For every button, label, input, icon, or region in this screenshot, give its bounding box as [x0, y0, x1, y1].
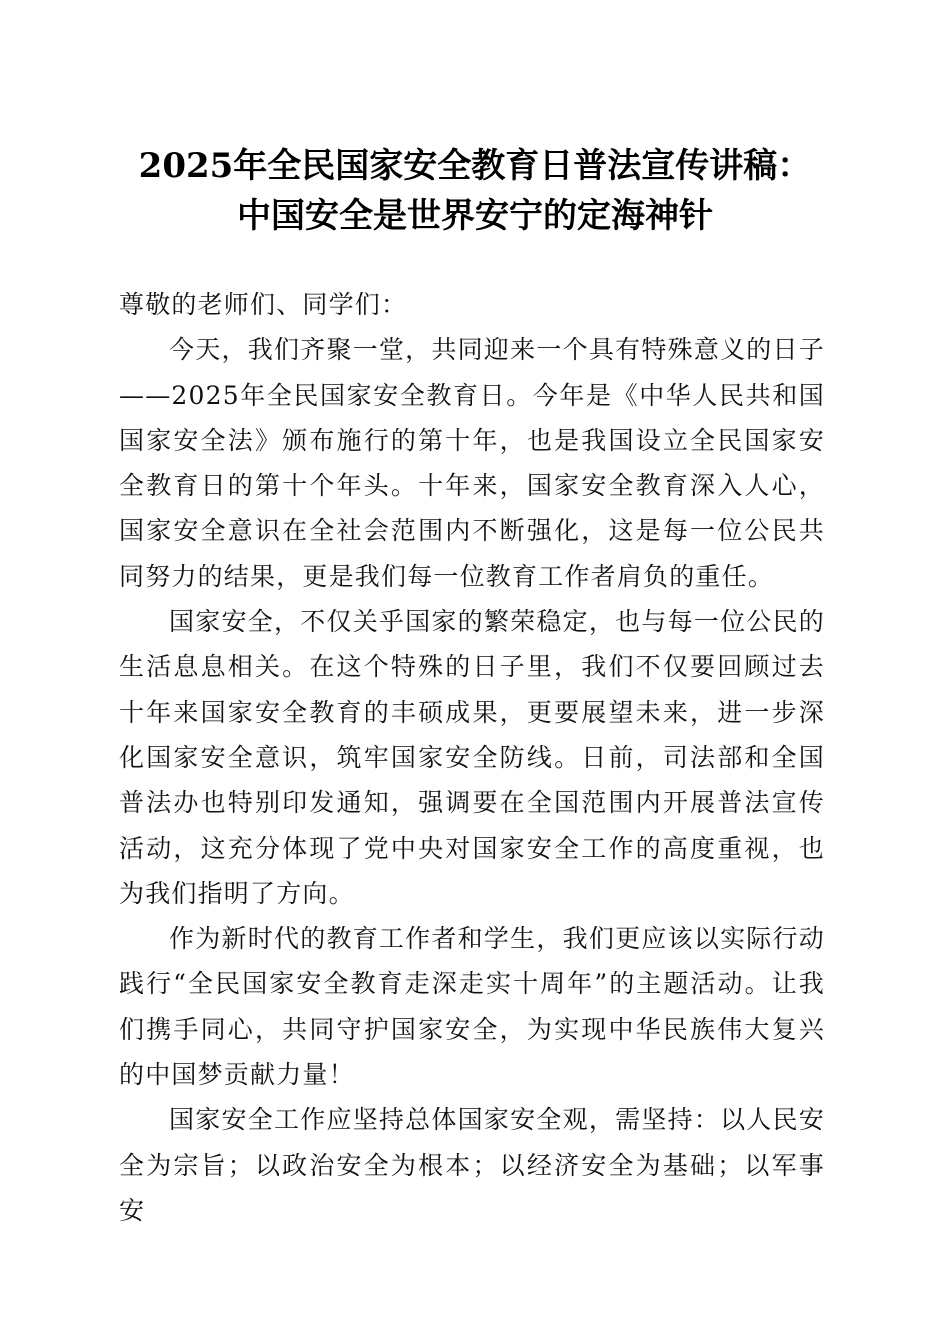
paragraph-1: 今天，我们齐聚一堂，共同迎来一个具有特殊意义的日子——2025年全民国家安全教育日。今年是《中华人民共和国国家安全法》颁布施行的第十年，也是我国设立全民国家安全教育日的第十个年头。十年来，国家安全教育深入人心，国家安全意识在全社会范围内不断强化，这是每一位公民共同努力的结果，更是我们每一位教育工作者肩负的重任。 — [119, 335, 825, 591]
paragraph-3: 作为新时代的教育工作者和学生，我们更应该以实际行动践行“全民国家安全教育走深走实十周年”的主题活动。让我们携手同心，共同守护国家安全，为实现中华民族伟大复兴的中国梦贡献力量！ — [119, 924, 825, 1090]
salutation: 尊敬的老师们、同学们： — [119, 290, 408, 319]
title-line-1: 2025年全民国家安全教育日普法宣传讲稿： — [138, 146, 812, 186]
paragraph-2: 国家安全，不仅关乎国家的繁荣稳定，也与每一位公民的生活息息相关。在这个特殊的日子里，我们不仅要回顾过去十年来国家安全教育的丰硕成果，更要展望未来，进一步深化国家安全意识，筑牢国家安全防线。日前，司法部和全国普法办也特别印发通知，强调要在全国范围内开展普法宣传活动，这充分体现了党中央对国家安全工作的高度重视，也为我们指明了方向。 — [119, 607, 825, 908]
paragraph-4: 国家安全工作应坚持总体国家安全观，需坚持：以人民安全为宗旨；以政治安全为根本；以经济安全为基础；以军事安 — [119, 1105, 825, 1225]
document-body — [119, 282, 825, 1233]
title-line-2: 中国安全是世界安宁的定海神针 — [237, 196, 713, 236]
